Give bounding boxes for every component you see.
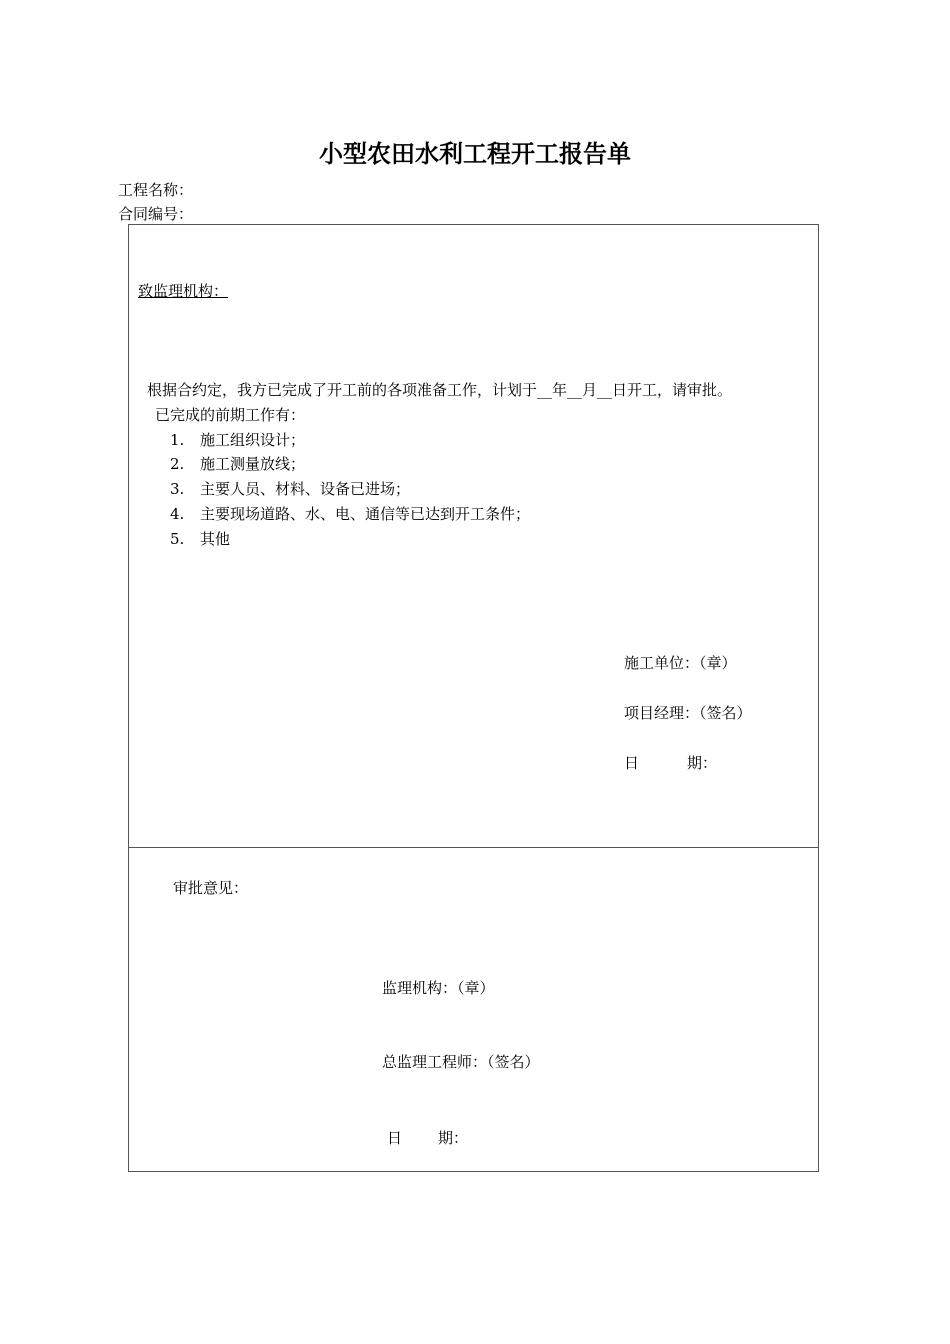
list-item-number: 3.	[170, 480, 185, 498]
project-manager-label: 项目经理：（签名）	[624, 704, 752, 722]
list-item	[170, 453, 305, 474]
chief-engineer-label: 总监理工程师：（签名）	[382, 1053, 540, 1071]
list-item	[170, 429, 305, 450]
addressee-label: 致监理机构：	[138, 282, 229, 300]
list-item-text: 施工测量放线；	[200, 455, 306, 473]
supervision-agency-label: 监理机构：（章）	[382, 979, 495, 997]
approval-date-label: 日 期：	[387, 1129, 469, 1147]
list-item-number: 1.	[170, 431, 185, 449]
completed-work-intro: 已完成的前期工作有：	[155, 406, 306, 424]
list-item-number: 4.	[170, 505, 185, 523]
list-item-text: 主要现场道路、水、电、通信等已达到开工条件；	[200, 505, 531, 523]
contractor-date-label: 日 期：	[624, 754, 718, 772]
list-item-text: 主要人员、材料、设备已进场；	[200, 480, 411, 498]
list-item	[170, 528, 230, 549]
list-item-text: 施工组织设计；	[200, 431, 306, 449]
approval-opinion-label: 审批意见：	[173, 879, 249, 897]
project-name-label: 工程名称：	[118, 181, 194, 199]
list-item-text: 其他	[200, 530, 231, 548]
list-item	[170, 503, 530, 524]
list-item-number: 5.	[170, 530, 185, 548]
page-title: 小型农田水利工程开工报告单	[319, 140, 631, 168]
list-item	[170, 478, 410, 499]
list-item-number: 2.	[170, 455, 185, 473]
statement-text: 根据合约定，我方已完成了开工前的各项准备工作，计划于__年__月__日开工，请审批。	[147, 381, 733, 399]
contractor-unit-label: 施工单位：（章）	[624, 654, 737, 672]
report-form-frame	[128, 224, 819, 1172]
contract-number-label: 合同编号：	[118, 205, 194, 223]
section-divider	[128, 847, 818, 848]
